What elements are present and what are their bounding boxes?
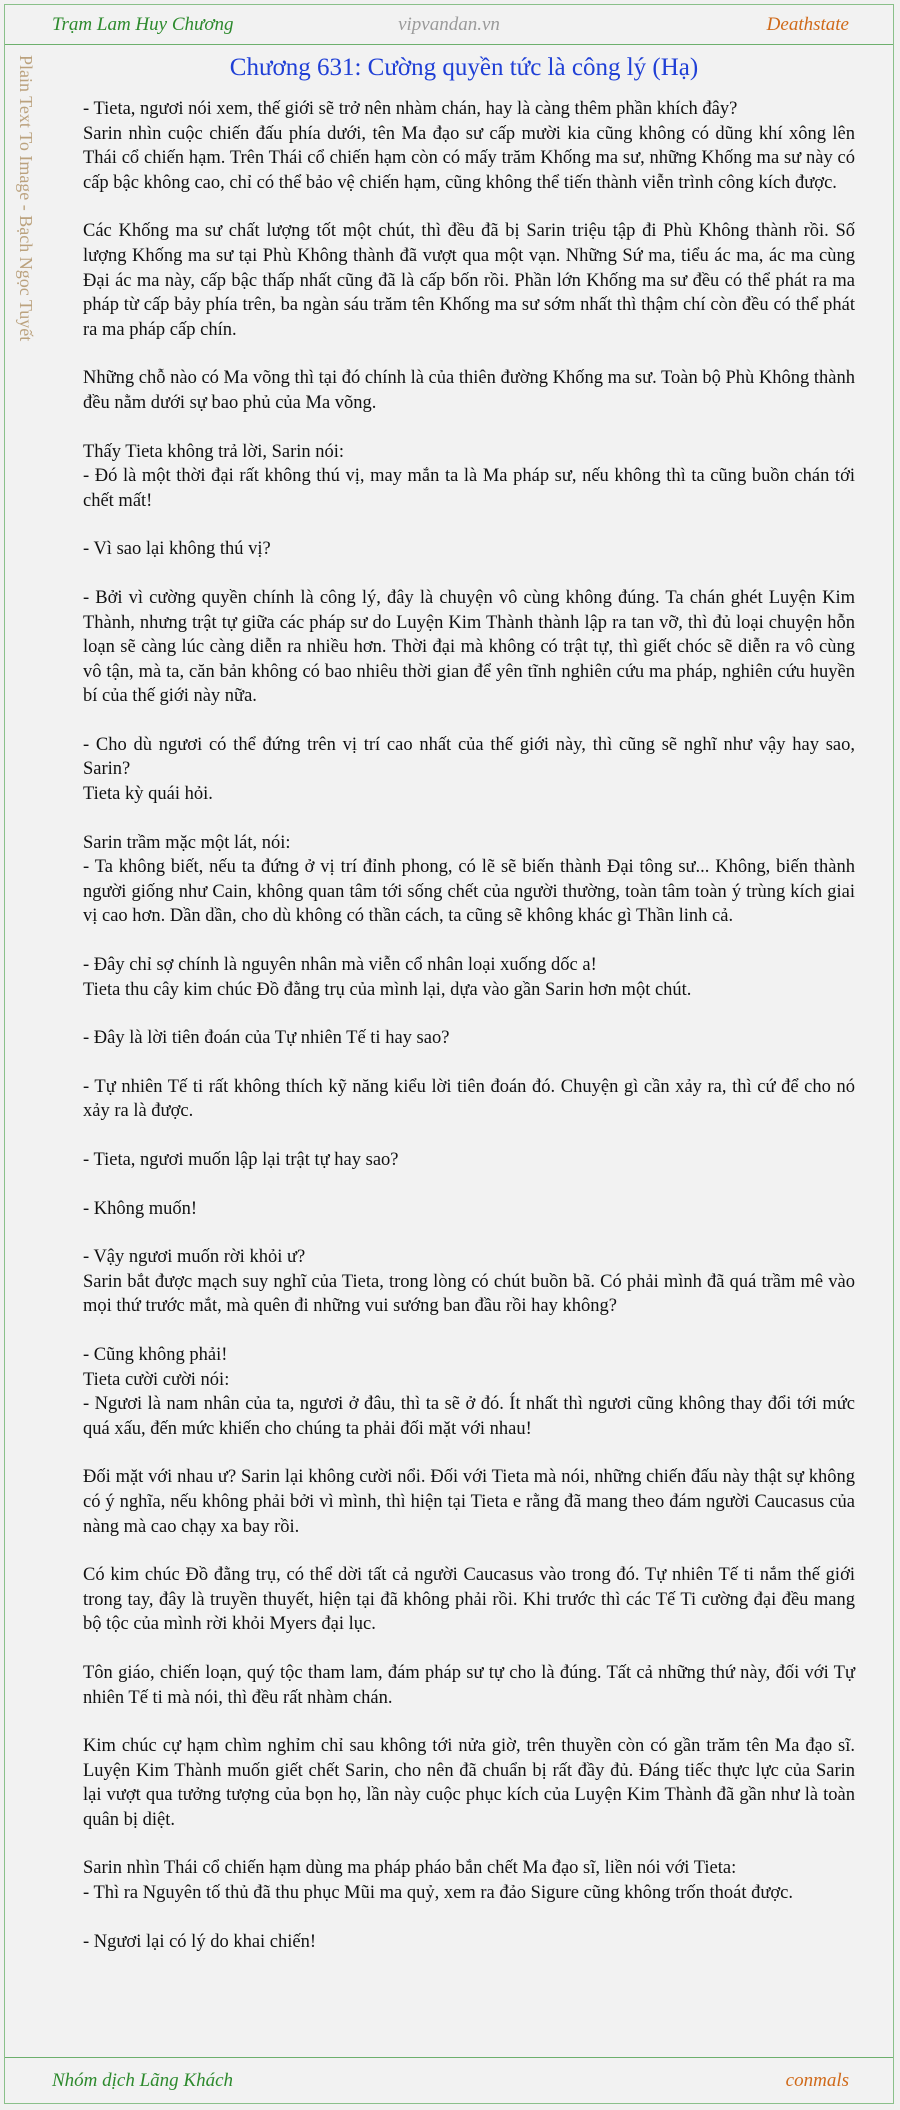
paragraph-gap [83, 342, 855, 366]
paragraph-gap [83, 1221, 855, 1245]
paragraph: Đối mặt với nhau ư? Sarin lại không cười nổi. Đối với Tieta mà nói, những chiến đấu này thật sự không có ý nghĩa, nếu không phải bởi vì mình, thì hiện tại Tieta e rằng đã mang theo đám người Caucasus của nàng mà cao chạy xa bay rồi. [83, 1467, 855, 1537]
paragraph-gap [83, 1710, 855, 1734]
footer-translator: Nhóm dịch Lãng Khách [52, 2070, 234, 2091]
paragraph-gap [83, 1124, 855, 1148]
paragraph: Tieta thu cây kim chúc Đồ đằng trụ của mình lại, dựa vào gần Sarin hơn một chút. [83, 979, 692, 1000]
chapter-title: Chương 631: Cường quyền tức là công lý (Hạ) [229, 54, 699, 81]
side-watermark [15, 55, 39, 405]
paragraph: Những chỗ nào có Ma võng thì tại đó chính là của thiên đường Khống ma sư. Toàn bộ Phù Không thành đều nằm dưới sự bao phủ của Ma võng. [83, 368, 855, 413]
paragraph-gap [83, 195, 855, 219]
paragraph: - Ngươi lại có lý do khai chiến! [83, 1931, 317, 1952]
header-domain: vipvandan.vn [398, 14, 500, 35]
paragraph-gap [83, 1637, 855, 1661]
paragraph: - Bởi vì cường quyền chính là công lý, đây là chuyện vô cùng không đúng. Ta chán ghét Luyện Kim Thành, nhưng trật tự giữa các pháp sư do Luyện Kim Thành thành lập ra tan vỡ, thì đủ loại chuyện hỗn loạn sẽ càng lúc càng diễn ra nhiều hơn. Thời đại mà không có trật tự, thì giết chóc sẽ diễn ra vô cùng vô tận, mà ta, căn bản không có bao nhiêu thời gian để yên tĩnh nghiên cứu ma pháp, nghiên cứu huyền bí của thế giới này nữa. [83, 587, 855, 707]
header-site-name: Trạm Lam Huy Chương [52, 14, 234, 35]
paragraph-gap [83, 416, 855, 440]
paragraph-gap [83, 1832, 855, 1856]
paragraph: Kim chúc cự hạm chìm nghỉm chỉ sau không tới nửa giờ, trên thuyền còn có gần trăm tên Ma đạo sĩ. Luyện Kim Thành muốn giết chết Sarin, cho nên đã chuẩn bị rất đầy đủ. Đáng tiếc thực lực của Sarin lại vượt qua tưởng tượng của bọn họ, lần này cuộc phục kích của Luyện Kim Thành đã gần như là toàn quân bị diệt. [83, 1736, 855, 1830]
paragraph: - Ngươi là nam nhân của ta, ngươi ở đâu, thì ta sẽ ở đó. Ít nhất thì ngươi cũng không thay đổi tới mức quá xấu, đến mức khiến cho chúng ta phải đối mặt với nhau! [83, 1394, 855, 1439]
paragraph: Sarin nhìn cuộc chiến đấu phía dưới, tên Ma đạo sư cấp mười kia cũng không có dũng khí xông lên Thái cổ chiến hạm. Trên Thái cổ chiến hạm còn có mấy trăm Khống ma sư, những Khống ma sư này có cấp bậc không cao, chỉ có thể bảo vệ chiến hạm, cũng không thể tiến thành viễn trình công kích được. [83, 123, 855, 193]
side-watermark-text: Plain Text To Image - Bạch Ngọc Tuyết [16, 55, 36, 342]
footer-editor: conmals [785, 2070, 849, 2091]
page-frame [4, 4, 894, 2104]
paragraph: - Cho dù ngươi có thể đứng trên vị trí cao nhất của thế giới này, thì cũng sẽ nghĩ như vậy hay sao, Sarin? [83, 734, 855, 780]
paragraph-gap [83, 513, 855, 537]
paragraph: - Đây là lời tiên đoán của Tự nhiên Tế ti hay sao? [83, 1028, 450, 1049]
paragraph: Sarin bắt được mạch suy nghĩ của Tieta, trong lòng có chút buồn bã. Có phải mình đã quá trầm mê vào mọi thứ trước mắt, mà quên đi những vui sướng ban đầu rồi hay không? [83, 1271, 855, 1317]
paragraph: - Vì sao lại không thú vị? [83, 539, 271, 560]
paragraph-gap [83, 1319, 855, 1343]
paragraph-gap [83, 1173, 855, 1197]
paragraph: - Tự nhiên Tế ti rất không thích kỹ năng kiểu lời tiên đoán đó. Chuyện gì cần xảy ra, thì cứ để cho nó xảy ra là được. [83, 1076, 855, 1122]
paragraph: Thấy Tieta không trả lời, Sarin nói: [83, 441, 345, 462]
paragraph-gap [83, 1441, 855, 1465]
paragraph: Các Khống ma sư chất lượng tốt một chút, thì đều đã bị Sarin triệu tập đi Phù Không thành rồi. Số lượng Khống ma sư tại Phù Không thành đã vượt qua một vạn. Những Sứ ma, tiểu ác ma, ác ma cùng Đại ác ma này, cấp bậc thấp nhất cũng đã là cấp bốn rồi. Phần lớn Khống ma sư đều có thể phát ra ma pháp từ cấp bảy phía trên, ba ngàn sáu trăm tên Khống ma sư sớm nhất thì thậm chí còn đều có thể phát ra ma pháp cấp chín. [83, 221, 855, 340]
header-author: Deathstate [766, 14, 849, 35]
paragraph: - Thì ra Nguyên tố thủ đã thu phục Mũi ma quỷ, xem ra đảo Sigure cũng không trốn thoát được. [83, 1883, 794, 1904]
paragraph: Sarin trầm mặc một lát, nói: [83, 832, 291, 853]
paragraph: - Đây chỉ sợ chính là nguyên nhân mà viễn cổ nhân loại xuống dốc a! [83, 955, 597, 976]
page-header [5, 5, 893, 45]
paragraph-gap [83, 562, 855, 586]
paragraph-gap [83, 1002, 855, 1026]
paragraph: Tieta cười cười nói: [83, 1369, 230, 1390]
page-footer [5, 2057, 893, 2103]
paragraph-gap [83, 1906, 855, 1930]
paragraph: - Ta không biết, nếu ta đứng ở vị trí đỉnh phong, có lẽ sẽ biến thành Đại tông sư... Không, biến thành người giống như Cain, không quan tâm tới sống chết của người thường, toàn tâm toàn ý trùng kích giai vị cao hơn. Dần dần, cho dù không có thần cách, ta cũng sẽ không khác gì Thần linh cả. [83, 857, 855, 927]
chapter-body [83, 97, 855, 1954]
paragraph: - Không muốn! [83, 1198, 198, 1219]
paragraph-gap [83, 709, 855, 733]
paragraph: - Tieta, ngươi nói xem, thế giới sẽ trở nên nhàm chán, hay là càng thêm phần khích đây? [83, 99, 738, 119]
paragraph-gap [83, 807, 855, 831]
paragraph-gap [83, 1539, 855, 1563]
paragraph: - Tieta, ngươi muốn lập lại trật tự hay sao? [83, 1150, 399, 1170]
paragraph: - Đó là một thời đại rất không thú vị, may mắn ta là Ma pháp sư, nếu không thì ta cũng buồn chán tới chết mất! [83, 466, 855, 511]
paragraph: Sarin nhìn Thái cổ chiến hạm dùng ma pháp pháo bắn chết Ma đạo sĩ, liền nói với Tieta: [83, 1858, 737, 1879]
paragraph-gap [83, 1051, 855, 1075]
paragraph: Tieta kỳ quái hỏi. [83, 784, 213, 805]
paragraph: Có kim chúc Đồ đằng trụ, có thể dời tất cả người Caucasus vào trong đó. Tự nhiên Tế ti nắm thế giới trong tay, đây là truyền thuyết, hiện tại đã không phải rồi. Khi trước thì các Tế Ti cường đại đều mang bộ tộc của mình rời khỏi Myers đại lục. [83, 1565, 855, 1635]
paragraph: - Vậy ngươi muốn rời khỏi ư? [83, 1247, 306, 1268]
paragraph: - Cũng không phải! [83, 1344, 228, 1365]
paragraph: Tôn giáo, chiến loạn, quý tộc tham lam, đám pháp sư tự cho là đúng. Tất cả những thứ này, đối với Tự nhiên Tế ti mà nói, thì đều rất nhàm chán. [83, 1662, 855, 1708]
paragraph-gap [83, 929, 855, 953]
